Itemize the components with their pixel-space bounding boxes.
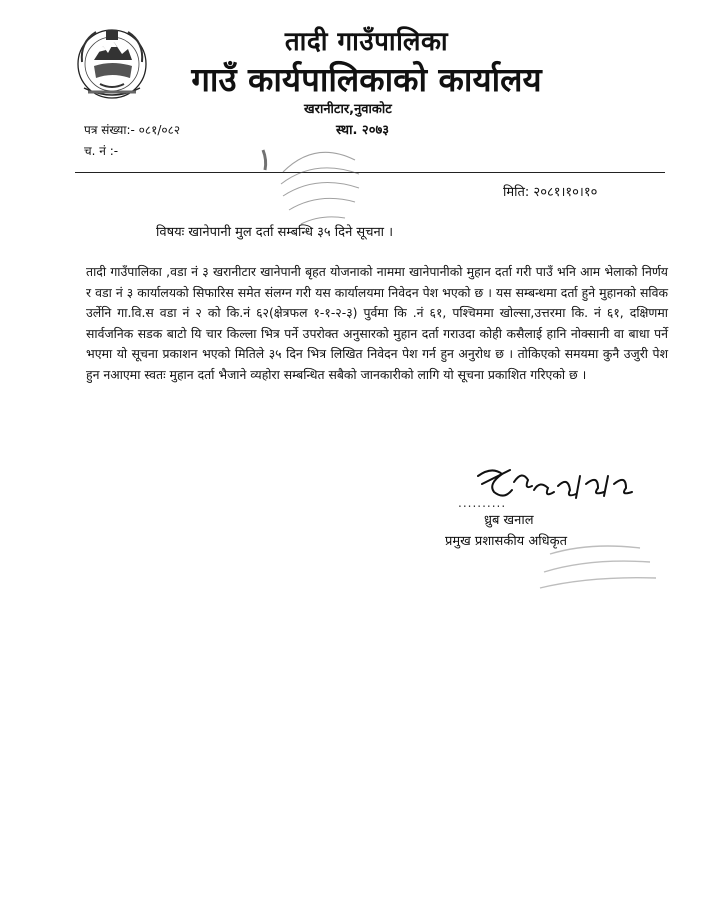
officer-seal-icon [520, 532, 670, 602]
signature-dots: .......... [458, 496, 507, 510]
office-name: गाउँ कार्यपालिकाको कार्यालय [191, 60, 542, 99]
reference-number: पत्र संख्या:- ०८१/०८२ [84, 123, 181, 137]
office-address: खरानीटार,नुवाकोट [304, 102, 392, 117]
officer-title: प्रमुख प्रशासकीय अधिकृत [445, 534, 568, 549]
established-year: स्था. २०७३ [336, 123, 389, 138]
municipality-name: तादी गाउँपालिका [284, 27, 449, 57]
dispatch-number: च. नं :- [84, 144, 119, 158]
office-stamp-icon [255, 140, 375, 230]
letter-subject: विषयः खानेपानी मुल दर्ता सम्बन्धि ३५ दिने सूचना । [156, 225, 394, 240]
letter-date: मिति: २०८१।१०।१० [503, 185, 598, 200]
letter-body: तादी गाउँपालिका ,वडा नं ३ खरानीटार खानेपानी बृहत योजनाको नाममा खानेपानीको मुहान दर्ता गरी पाउँ भनि आम भेलाको निर्णय र वडा नं ३ कार्यालयको सिफारिस समेत संलग्न गरी यस कार्यालयमा निवेदन पेश भएको छ । यस सम्बन्धमा दर्ता हुने मुहानको सविक उर्लेनि गा.वि.स वडा नं २ को कि.नं ६२(क्षेत्रफल १-१-२-३) पुर्वमा कि .नं ६१, पश्चिममा खोल्सा,उत्तरमा कि. नं ६१, दक्षिणमा सार्वजनिक सडक बाटो यि चार किल्ला भित्र पर्ने उपरोक्त अनुसारको मुहान दर्ता गराउदा कोही कसैलाई हानि नोक्सानी वा बाधा पर्ने भएमा यो सूचना प्रकाशन भएको मितिले ३५ दिन भित्र लिखित निवेदन पेश गर्न हुन अनुरोध छ । तोकिएको समयमा कुनै उजुरी पेश हुन नआएमा स्वतः मुहान दर्ता भैजाने व्यहोरा सम्बन्धित सबैको जानकारीको लागि यो सूचना प्रकाशित गरिएको छ । [86, 264, 668, 382]
officer-name: ध्रुब खनाल [484, 513, 534, 528]
